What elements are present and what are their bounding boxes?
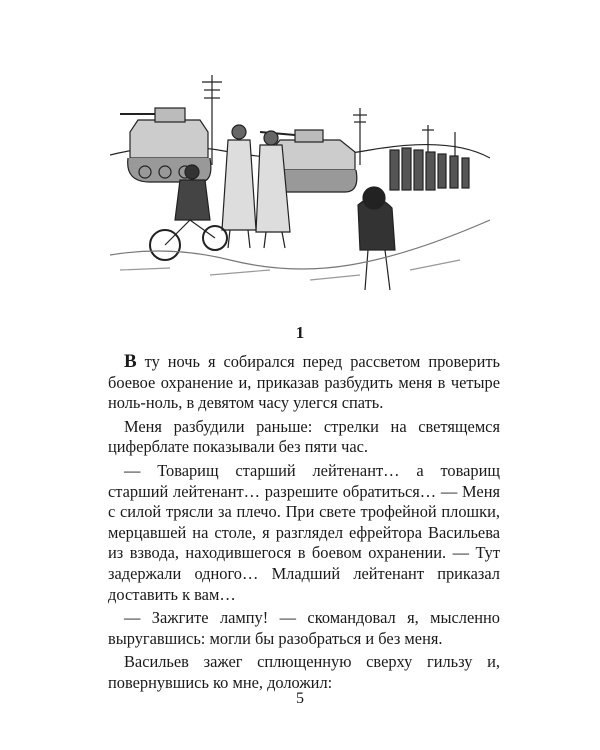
paragraph: Меня разбудили раньше: стрелки на светящемся циферблате показывали без пяти час. xyxy=(108,416,500,457)
chapter-illustration xyxy=(110,70,490,315)
paragraph-text: ту ночь я собирался перед рассветом проверить боевое охранение и, приказав разбудить меня в четыре ноль-ноль, в девятом часу улегся спать. xyxy=(108,352,500,413)
paragraph xyxy=(108,352,500,414)
initial-letter: В xyxy=(124,351,137,372)
page-number: 5 xyxy=(296,690,304,707)
paragraph: — Товарищ старший лейтенант… а товарищ старший лейтенант… разрешите обратиться… — Меня с силой трясли за плечо. При свете трофейной плошки, мерцавшей на столе, я разглядел ефрейтора Васильева из взвода, находившегося в боевом охранении. — Тут задержали одного… Младший лейтенант приказал доставить к вам… xyxy=(108,460,500,604)
war-scene-illustration-icon xyxy=(110,70,490,315)
body-text xyxy=(108,352,500,697)
paragraph: Васильев зажег сплющенную сверху гильзу и, повернувшись ко мне, доложил: xyxy=(108,652,500,692)
chapter-number: 1 xyxy=(295,323,305,342)
paragraph: — Зажгите лампу! — скомандовал я, мысленно выругавшись: могли бы разобраться и без меня. xyxy=(108,608,500,648)
